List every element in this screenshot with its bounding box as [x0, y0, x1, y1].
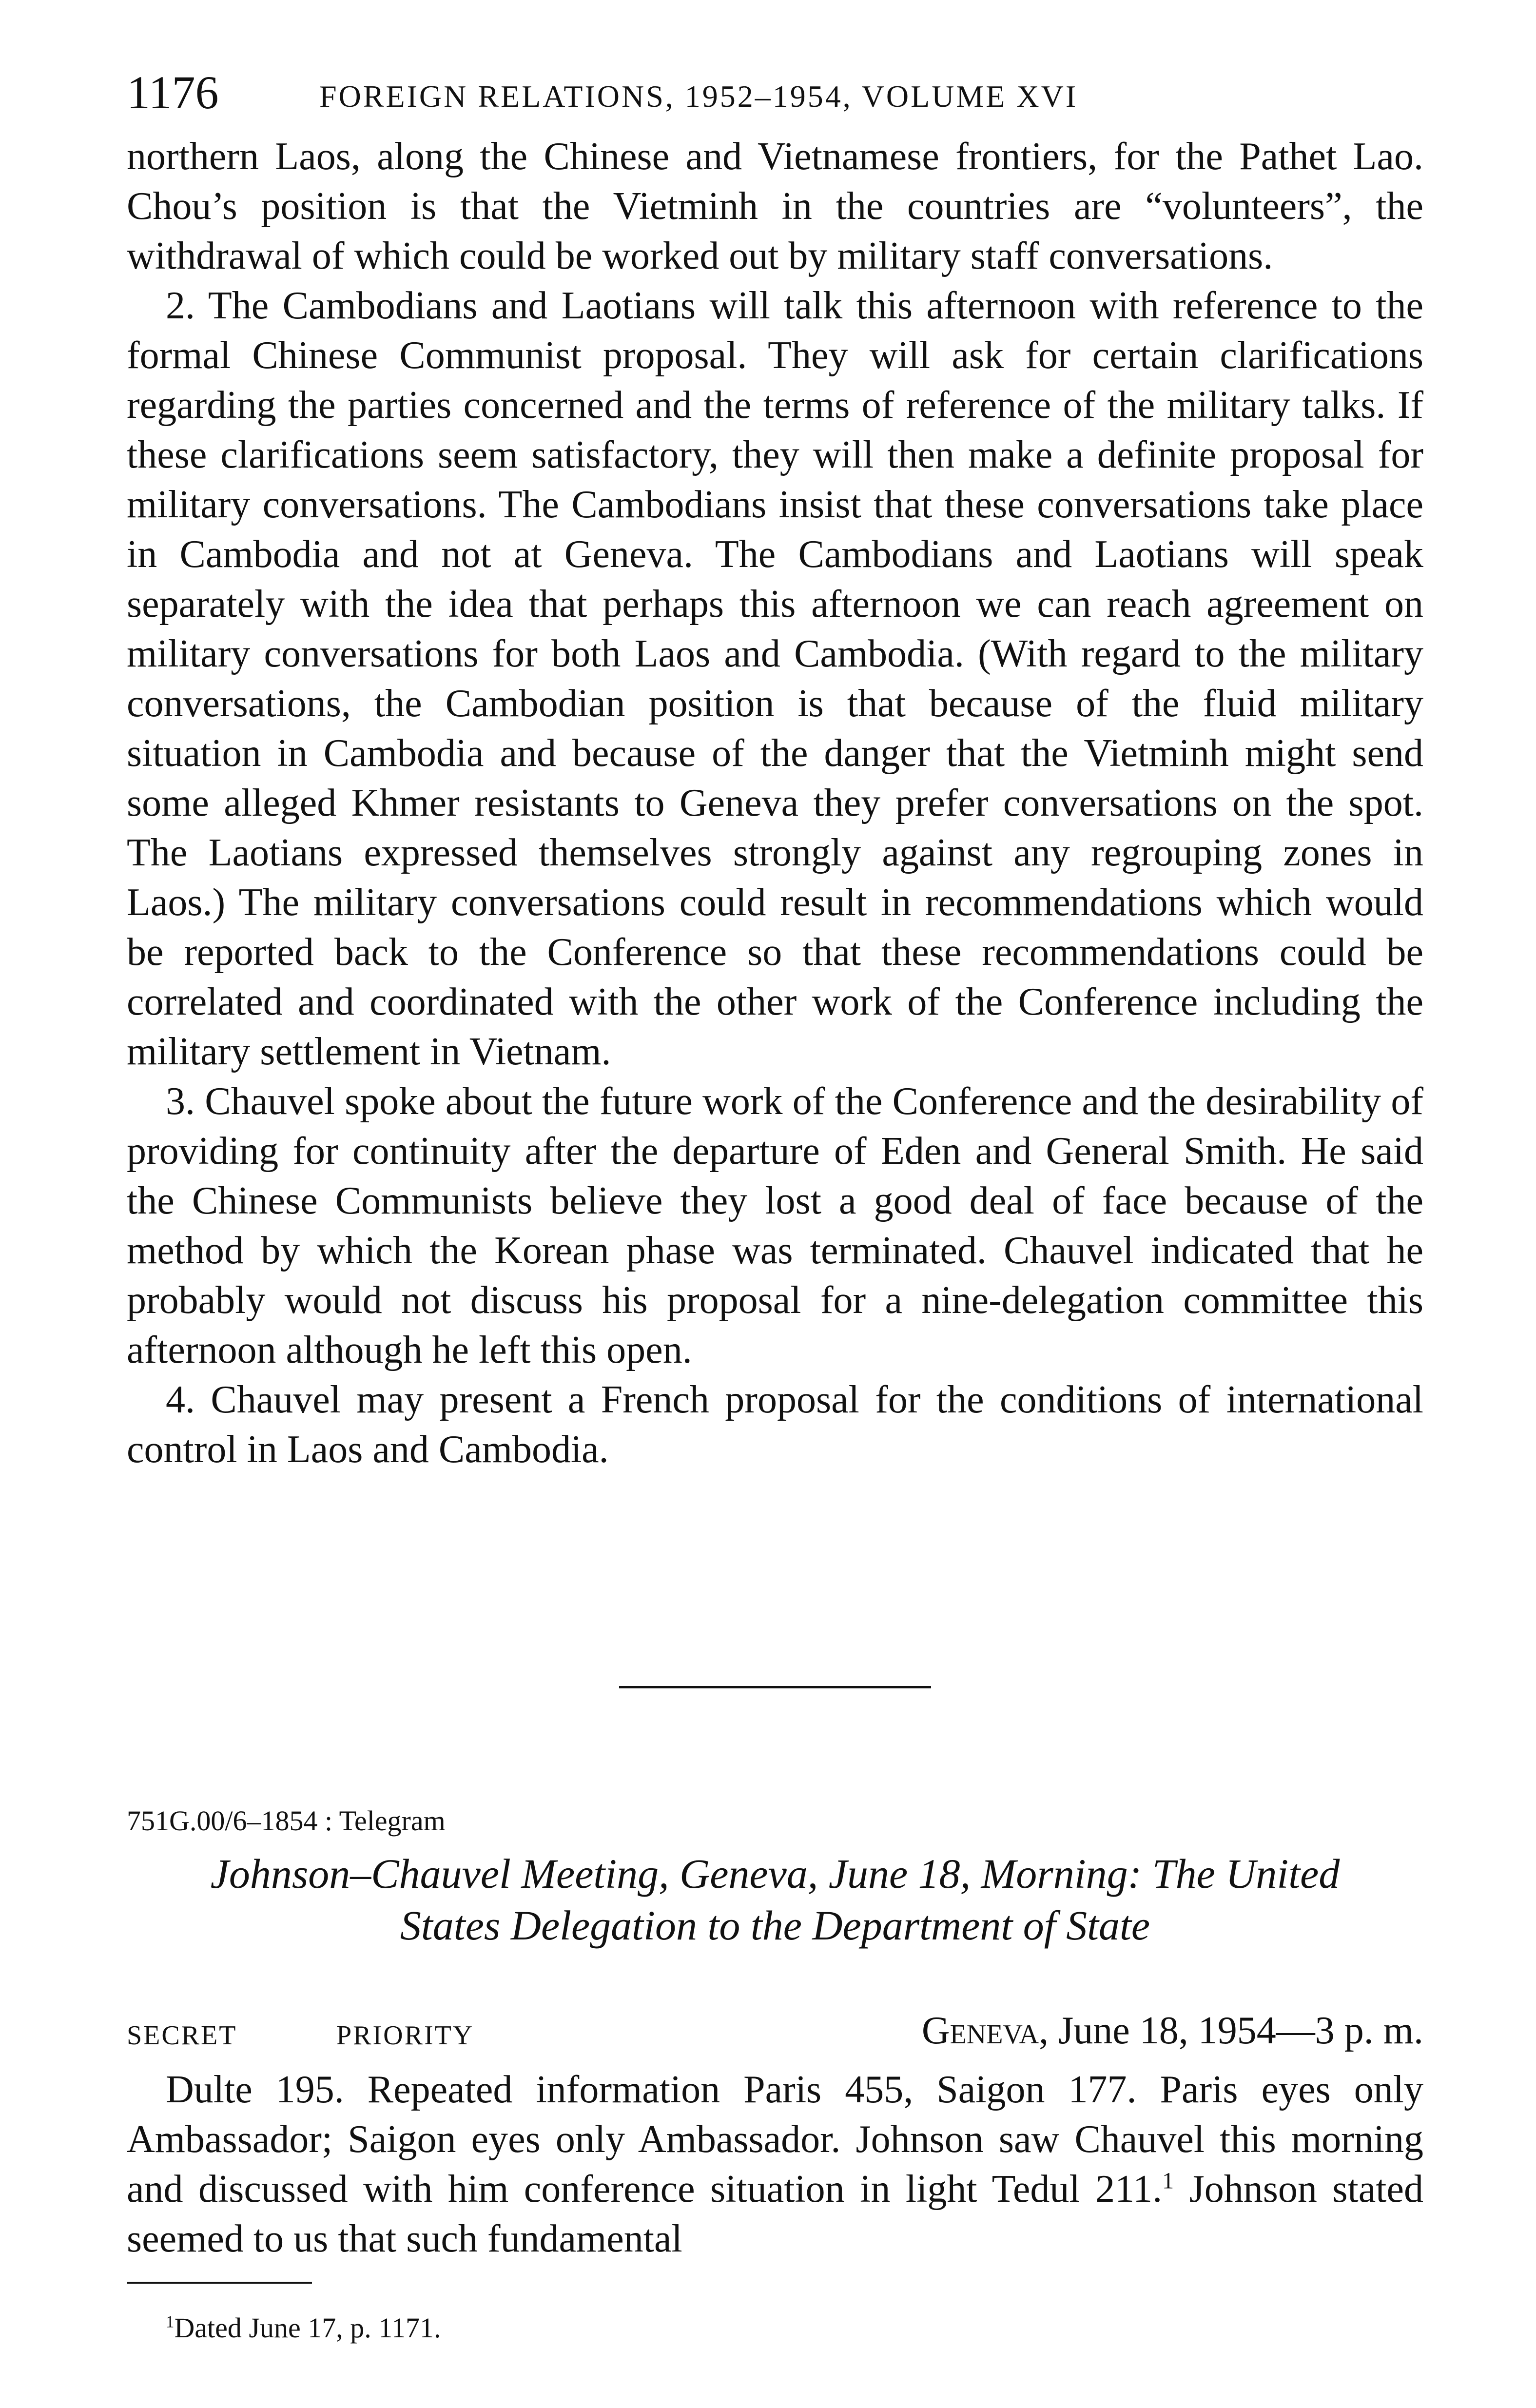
numbered-paragraph-4: 4. Chauvel may present a French proposal for the conditions of international control in Laos and Cambodia.	[127, 1378, 1423, 1471]
numbered-paragraph-3: 3. Chauvel spoke about the future work of the Conference and the desirability of providing for continuity after the departure of Eden and General Smith. He said the Chinese Communists believe they lost a good deal of face because of the method by which the Korean phase was terminated. Chauvel indicated that he probably would not discuss his proposal for a nine-delegation committee this afternoon although he left this open.	[127, 1080, 1423, 1371]
telegram-paragraph	[127, 2065, 1423, 2264]
document-separator-rule	[619, 1686, 931, 1688]
classification-label: SECRET	[127, 2020, 237, 2051]
running-head	[127, 59, 1423, 127]
footnote-reference: 1	[1162, 2168, 1174, 2194]
footnote-marker: 1	[166, 2312, 175, 2331]
footnote	[166, 2306, 441, 2350]
numbered-paragraph-2: 2. The Cambodians and Laotians will talk this afternoon with reference to the formal Chinese Communist proposal. They will ask for certain clarifications regarding the parties concerned and the terms of reference of the military talks. If these clarifications seem satisfactory, they will then make a definite proposal for military conversations. The Cambodians insist that these conversations take place in Cambodia and not at Geneva. The Cambodians and Laotians will speak separately with the idea that perhaps this afternoon we can reach agreement on military conversations for both Laos and Cambodia. (With regard to the military conversations, the Cambodian position is that because of the fluid military situation in Cambodia and because of the danger that the Vietminh might send some alleged Khmer resistants to Geneva they prefer conversations on the spot. The Laotians expressed themselves strongly against any regrouping zones in Laos.) The military conversations could result in recommendations which would be reported back to the Conference so that these recommendations could be correlated and coordinated with the other work of the Conference including the military settlement in Vietnam.	[127, 284, 1423, 1073]
date-time: , June 18, 1954—3 p. m.	[1039, 2009, 1423, 2052]
document-page	[127, 39, 1423, 2369]
place: Geneva	[921, 2009, 1039, 2052]
document-title	[127, 1848, 1423, 1951]
telegram-text-before-note: Dulte 195. Repeated information Paris 455, Saigon 177. Paris eyes only Ambassador; Saigon eyes only Ambassador. Johnson saw Chauvel this morning and discussed with him conference situation in light Tedul 211.	[127, 2068, 1423, 2211]
previous-document-text	[127, 132, 1423, 1474]
telegram-text-after-note: Johnson stated seemed to us that such fundamental	[127, 2168, 1423, 2260]
running-title: FOREIGN RELATIONS, 1952–1954, VOLUME XVI	[319, 79, 1078, 114]
document-title-line-2: States Delegation to the Department of State	[400, 1902, 1150, 1949]
telegram-meta-line	[127, 2004, 1423, 2057]
footnote-rule	[127, 2282, 312, 2284]
continued-paragraph: northern Laos, along the Chinese and Vietnamese frontiers, for the Pathet Lao. Chou’s position is that the Vietminh in the countries are “volunteers”, the withdrawal of which could be worked out by military staff conversations.	[127, 135, 1423, 277]
place-and-date	[922, 2004, 1423, 2057]
footnote-text: Dated June 17, p. 1171.	[174, 2312, 441, 2344]
page-number: 1176	[127, 66, 219, 118]
file-reference: 751G.00/6–1854 : Telegram	[127, 1805, 446, 1837]
document-title-line-1: Johnson–Chauvel Meeting, Geneva, June 18, Morning: The United	[210, 1850, 1340, 1897]
telegram-body	[127, 2065, 1423, 2264]
precedence-label: PRIORITY	[336, 2020, 474, 2051]
